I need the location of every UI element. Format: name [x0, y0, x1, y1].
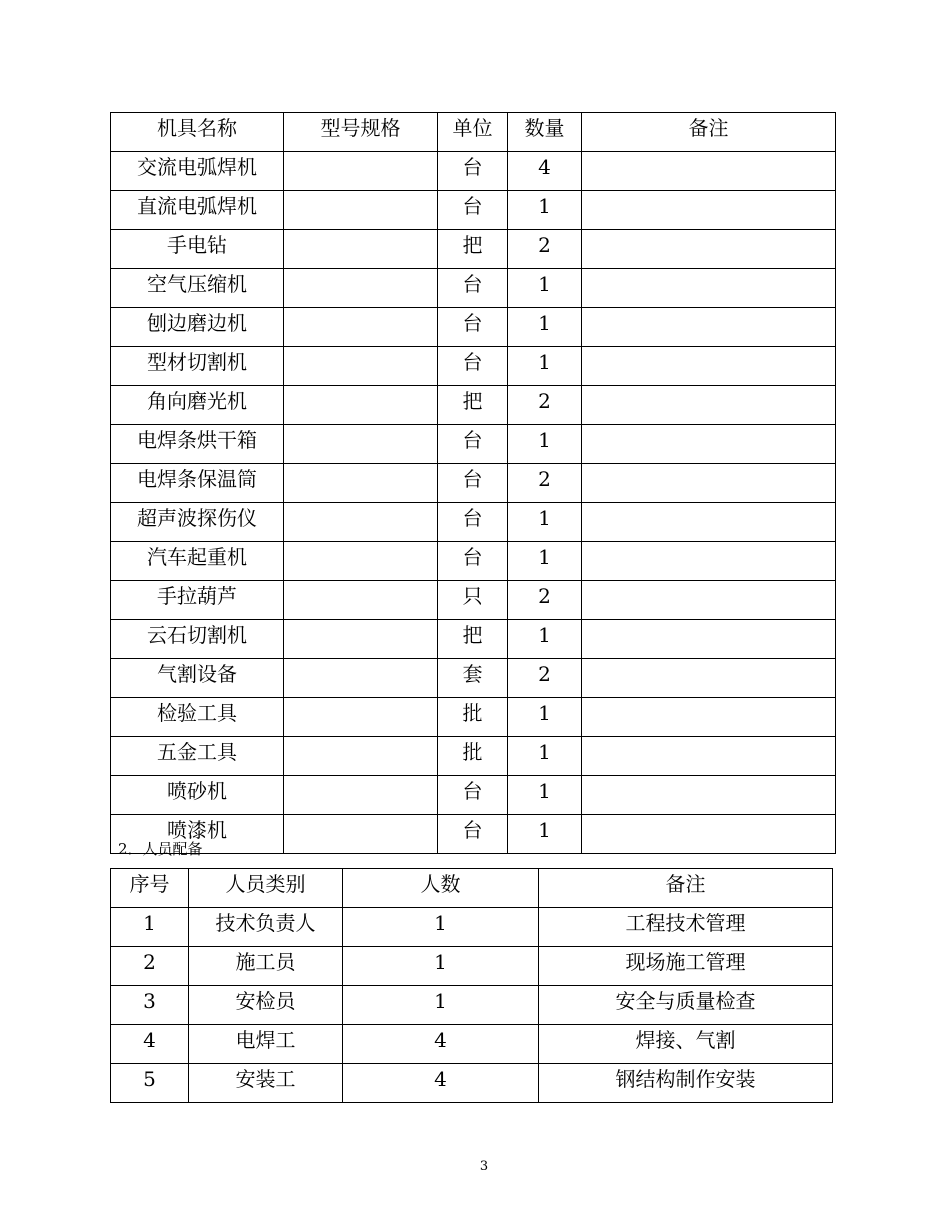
quantity-cell: 1 — [508, 815, 582, 854]
table-row — [111, 581, 836, 620]
header-model-spec: 型号规格 — [284, 113, 438, 152]
unit-cell: 批 — [438, 698, 508, 737]
table-row — [111, 698, 836, 737]
quantity-cell: 4 — [508, 152, 582, 191]
quantity-cell: 1 — [508, 503, 582, 542]
equipment-name-cell: 手电钻 — [111, 230, 284, 269]
personnel-body — [111, 908, 833, 1103]
model-spec-cell — [284, 464, 438, 503]
personnel-category-cell: 安装工 — [189, 1064, 343, 1103]
model-spec-cell — [284, 815, 438, 854]
quantity-cell: 2 — [508, 230, 582, 269]
note-cell — [582, 581, 836, 620]
personnel-note-cell: 工程技术管理 — [539, 908, 833, 947]
table-row — [111, 737, 836, 776]
headcount-cell: 4 — [343, 1025, 539, 1064]
headcount-cell: 1 — [343, 986, 539, 1025]
model-spec-cell — [284, 503, 438, 542]
table-row — [111, 425, 836, 464]
equipment-name-cell: 电焊条保温筒 — [111, 464, 284, 503]
personnel-section-heading: 2．人员配备 — [118, 840, 203, 858]
unit-cell: 台 — [438, 269, 508, 308]
equipment-name-cell: 电焊条烘干箱 — [111, 425, 284, 464]
quantity-cell: 1 — [508, 698, 582, 737]
quantity-cell: 1 — [508, 191, 582, 230]
equipment-name-cell: 云石切割机 — [111, 620, 284, 659]
table-row — [111, 1025, 833, 1064]
table-row — [111, 947, 833, 986]
serial-no-cell: 1 — [111, 908, 189, 947]
headcount-cell: 4 — [343, 1064, 539, 1103]
table-row — [111, 815, 836, 854]
note-cell — [582, 191, 836, 230]
table-row — [111, 542, 836, 581]
equipment-name-cell: 气割设备 — [111, 659, 284, 698]
header-headcount: 人数 — [343, 869, 539, 908]
equipment-name-cell: 手拉葫芦 — [111, 581, 284, 620]
unit-cell: 把 — [438, 230, 508, 269]
note-cell — [582, 269, 836, 308]
unit-cell: 台 — [438, 308, 508, 347]
unit-cell: 台 — [438, 152, 508, 191]
header-note: 备注 — [582, 113, 836, 152]
model-spec-cell — [284, 152, 438, 191]
equipment-name-cell: 喷漆机 — [111, 815, 284, 854]
serial-no-cell: 2 — [111, 947, 189, 986]
table-row — [111, 776, 836, 815]
unit-cell: 批 — [438, 737, 508, 776]
model-spec-cell — [284, 581, 438, 620]
quantity-cell: 1 — [508, 269, 582, 308]
note-cell — [582, 503, 836, 542]
note-cell — [582, 542, 836, 581]
model-spec-cell — [284, 269, 438, 308]
header-quantity: 数量 — [508, 113, 582, 152]
equipment-name-cell: 型材切割机 — [111, 347, 284, 386]
quantity-cell: 1 — [508, 776, 582, 815]
table-row — [111, 152, 836, 191]
note-cell — [582, 386, 836, 425]
model-spec-cell — [284, 737, 438, 776]
model-spec-cell — [284, 542, 438, 581]
page-number: 3 — [479, 1159, 489, 1174]
unit-cell: 只 — [438, 581, 508, 620]
model-spec-cell — [284, 659, 438, 698]
note-cell — [582, 620, 836, 659]
unit-cell: 台 — [438, 425, 508, 464]
quantity-cell: 1 — [508, 425, 582, 464]
equipment-name-cell: 刨边磨边机 — [111, 308, 284, 347]
model-spec-cell — [284, 230, 438, 269]
quantity-cell: 1 — [508, 620, 582, 659]
quantity-cell: 2 — [508, 464, 582, 503]
model-spec-cell — [284, 425, 438, 464]
note-cell — [582, 776, 836, 815]
unit-cell: 把 — [438, 620, 508, 659]
personnel-table — [110, 868, 833, 1103]
header-equipment-name: 机具名称 — [111, 113, 284, 152]
unit-cell: 台 — [438, 464, 508, 503]
personnel-category-cell: 施工员 — [189, 947, 343, 986]
headcount-cell: 1 — [343, 947, 539, 986]
personnel-note-cell: 钢结构制作安装 — [539, 1064, 833, 1103]
unit-cell: 台 — [438, 776, 508, 815]
equipment-name-cell: 五金工具 — [111, 737, 284, 776]
table-row — [111, 464, 836, 503]
quantity-cell: 2 — [508, 581, 582, 620]
serial-no-cell: 5 — [111, 1064, 189, 1103]
equipment-header-row — [111, 113, 836, 152]
header-serial-no: 序号 — [111, 869, 189, 908]
serial-no-cell: 3 — [111, 986, 189, 1025]
quantity-cell: 1 — [508, 308, 582, 347]
personnel-category-cell: 电焊工 — [189, 1025, 343, 1064]
header-personnel-note: 备注 — [539, 869, 833, 908]
note-cell — [582, 659, 836, 698]
model-spec-cell — [284, 386, 438, 425]
personnel-note-cell: 现场施工管理 — [539, 947, 833, 986]
equipment-name-cell: 交流电弧焊机 — [111, 152, 284, 191]
table-row — [111, 503, 836, 542]
equipment-name-cell: 空气压缩机 — [111, 269, 284, 308]
equipment-name-cell: 直流电弧焊机 — [111, 191, 284, 230]
note-cell — [582, 737, 836, 776]
unit-cell: 台 — [438, 542, 508, 581]
table-row — [111, 230, 836, 269]
unit-cell: 套 — [438, 659, 508, 698]
table-row — [111, 191, 836, 230]
model-spec-cell — [284, 191, 438, 230]
personnel-category-cell: 技术负责人 — [189, 908, 343, 947]
personnel-category-cell: 安检员 — [189, 986, 343, 1025]
personnel-note-cell: 焊接、气割 — [539, 1025, 833, 1064]
quantity-cell: 1 — [508, 542, 582, 581]
equipment-body — [111, 152, 836, 854]
table-row — [111, 1064, 833, 1103]
personnel-header-row — [111, 869, 833, 908]
equipment-name-cell: 汽车起重机 — [111, 542, 284, 581]
note-cell — [582, 815, 836, 854]
table-row — [111, 620, 836, 659]
serial-no-cell: 4 — [111, 1025, 189, 1064]
unit-cell: 把 — [438, 386, 508, 425]
note-cell — [582, 425, 836, 464]
model-spec-cell — [284, 776, 438, 815]
table-row — [111, 659, 836, 698]
header-unit: 单位 — [438, 113, 508, 152]
table-row — [111, 386, 836, 425]
unit-cell: 台 — [438, 503, 508, 542]
quantity-cell: 2 — [508, 386, 582, 425]
model-spec-cell — [284, 620, 438, 659]
note-cell — [582, 347, 836, 386]
quantity-cell: 1 — [508, 737, 582, 776]
equipment-name-cell: 角向磨光机 — [111, 386, 284, 425]
table-row — [111, 269, 836, 308]
note-cell — [582, 698, 836, 737]
unit-cell: 台 — [438, 347, 508, 386]
quantity-cell: 2 — [508, 659, 582, 698]
quantity-cell: 1 — [508, 347, 582, 386]
unit-cell: 台 — [438, 191, 508, 230]
note-cell — [582, 308, 836, 347]
model-spec-cell — [284, 308, 438, 347]
equipment-name-cell: 检验工具 — [111, 698, 284, 737]
header-personnel-category: 人员类别 — [189, 869, 343, 908]
equipment-name-cell: 超声波探伤仪 — [111, 503, 284, 542]
equipment-name-cell: 喷砂机 — [111, 776, 284, 815]
model-spec-cell — [284, 698, 438, 737]
note-cell — [582, 464, 836, 503]
table-row — [111, 308, 836, 347]
table-row — [111, 986, 833, 1025]
personnel-note-cell: 安全与质量检查 — [539, 986, 833, 1025]
table-row — [111, 908, 833, 947]
note-cell — [582, 230, 836, 269]
table-row — [111, 347, 836, 386]
unit-cell: 台 — [438, 815, 508, 854]
equipment-table — [110, 112, 836, 854]
note-cell — [582, 152, 836, 191]
headcount-cell: 1 — [343, 908, 539, 947]
model-spec-cell — [284, 347, 438, 386]
